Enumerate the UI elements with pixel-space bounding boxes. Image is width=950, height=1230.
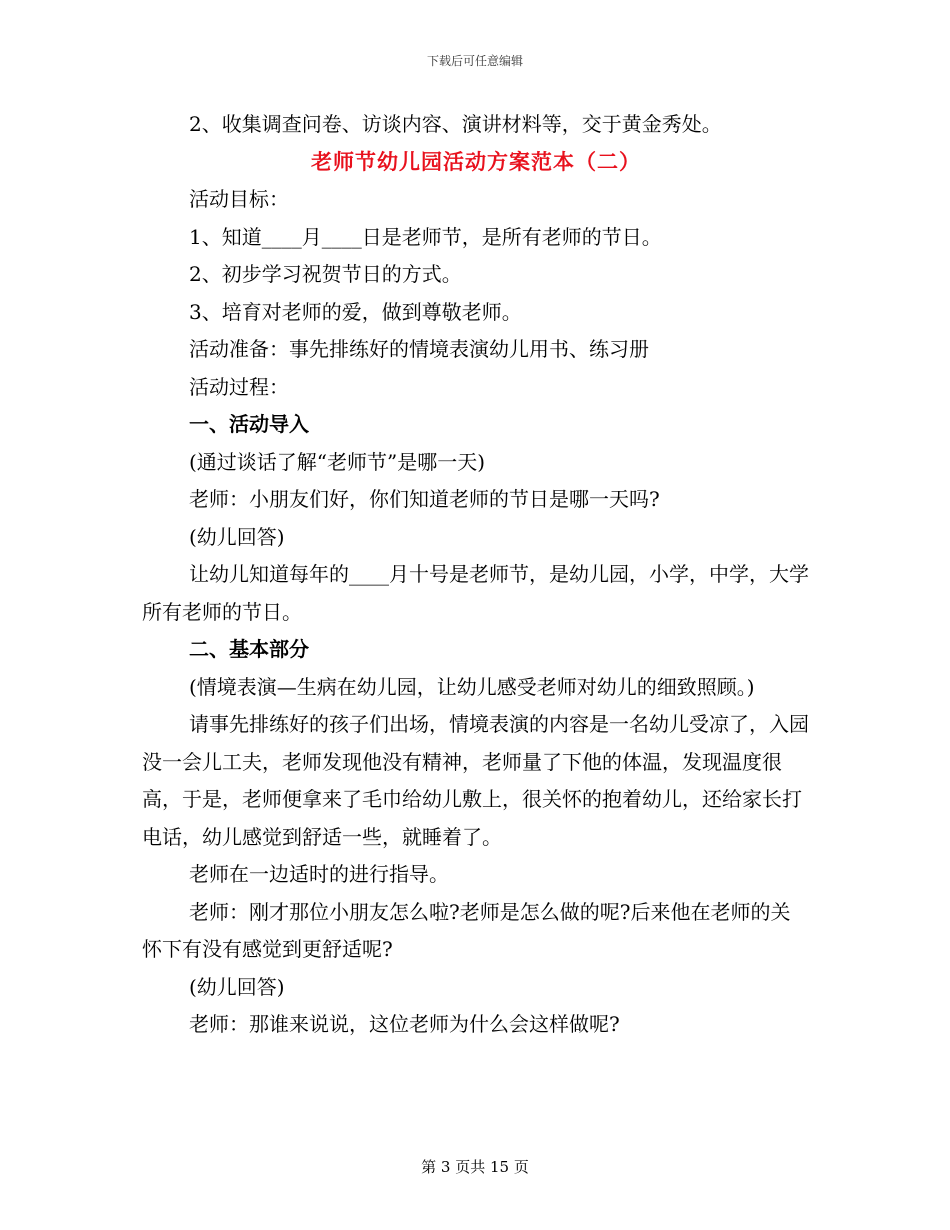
paragraph: 活动过程： <box>189 374 289 399</box>
paragraph: (幼儿回答) <box>189 974 285 999</box>
paragraph: 老师：刚才那位小朋友怎么啦?老师是怎么做的呢?后来他在老师的关怀下有没有感觉到更舒适呢? <box>142 899 791 961</box>
section-heading: 二、基本部分 <box>189 637 309 661</box>
paragraph: 2、收集调查问卷、访谈内容、演讲材料等，交于黄金秀处。 <box>189 112 722 136</box>
paragraph: 请事先排练好的孩子们出场，情境表演的内容是一名幼儿受凉了，入园没一会儿工夫，老师发现他没有精神，老师量了下他的体温，发现温度很高，于是，老师便拿来了毛巾给幼儿敷上，很关怀的抱着幼儿，还给家长打电话，幼儿感觉到舒适一些，就睡着了。 <box>142 712 809 849</box>
paragraph: (情境表演—生病在幼儿园，让幼儿感受老师对幼儿的细致照顾。) <box>189 674 755 699</box>
document-body <box>142 106 810 1044</box>
page-header: 下载后可任意编辑 <box>426 54 523 68</box>
paragraph: 2、初步学习祝贺节日的方式。 <box>189 262 462 286</box>
paragraph: 老师在一边适时的进行指导。 <box>189 862 449 886</box>
paragraph: 让幼儿知道每年的____月十号是老师节，是幼儿园，小学，中学，大学所有老师的节日。 <box>142 562 809 624</box>
paragraph: 活动准备：事先排练好的情境表演幼儿用书、练习册 <box>189 337 649 361</box>
paragraph: 老师：那谁来说说，这位老师为什么会这样做呢? <box>189 1012 620 1036</box>
page-footer: 第 3 页共 15 页 <box>421 1158 529 1176</box>
paragraph: 1、知道____月____日是老师节，是所有老师的节日。 <box>189 224 662 249</box>
paragraph: 老师：小朋友们好，你们知道老师的节日是哪一天吗? <box>189 487 660 511</box>
section-title: 老师节幼儿园活动方案范本（二） <box>311 149 641 174</box>
paragraph: 3、培育对老师的爱，做到尊敬老师。 <box>189 299 522 324</box>
paragraph: 活动目标： <box>189 187 289 211</box>
paragraph: (通过谈话了解“老师节”是哪一天) <box>189 449 486 474</box>
section-heading: 一、活动导入 <box>189 412 309 436</box>
paragraph: (幼儿回答) <box>189 524 285 549</box>
